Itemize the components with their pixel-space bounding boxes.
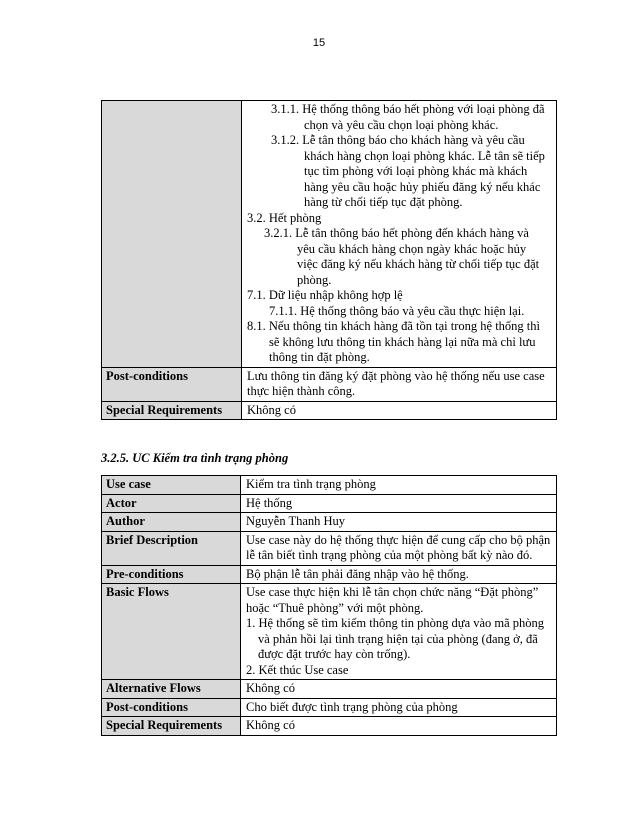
flow-line: 3.2.1. Lễ tân thông báo hết phòng đến khách hàng và xyxy=(264,226,529,240)
flow-line: 3.1.1. Hệ thống thông báo hết phòng với loại phòng đã xyxy=(271,102,545,116)
special-requirements-label: Special Requirements xyxy=(102,717,241,736)
flow-line: 7.1.1. Hệ thống thông báo và yêu cầu thực hiện lại. xyxy=(269,303,525,318)
post-conditions-value: Cho biết được tình trạng phòng của phòng xyxy=(241,698,557,717)
table-row xyxy=(102,531,557,565)
flow-line: việc đăng ký nếu khách hàng từ chối tiếp tục đặt xyxy=(297,257,540,271)
flow-cell xyxy=(242,101,557,368)
table-row xyxy=(102,584,557,680)
pre-conditions-value: Bộ phận lễ tân phải đăng nhập vào hệ thống. xyxy=(241,565,557,584)
flow-line: phòng. xyxy=(297,272,332,287)
section-heading: 3.2.5. UC Kiểm tra tình trạng phòng xyxy=(101,451,289,465)
alternative-flows-value: Không có xyxy=(241,680,557,699)
table-row xyxy=(102,476,557,495)
basic-flows-step-2: 2. Kết thúc Use case xyxy=(246,662,349,677)
basic-flows-label: Basic Flows xyxy=(102,584,241,680)
table-row xyxy=(102,698,557,717)
pre-conditions-label: Pre-conditions xyxy=(102,565,241,584)
alternative-flows-label: Alternative Flows xyxy=(102,680,241,699)
table-row xyxy=(102,367,557,401)
table-row xyxy=(102,494,557,513)
label-cell-empty xyxy=(102,101,242,368)
use-case-table xyxy=(101,475,557,736)
flow-line: 8.1. Nếu thông tin khách hàng đã tồn tại trong hệ thống thì xyxy=(247,319,541,333)
flow-line: 7.1. Dữ liệu nhập không hợp lệ xyxy=(247,288,403,302)
flow-line: 3.2. Hết phòng xyxy=(247,210,322,225)
actor-label: Actor xyxy=(102,494,241,513)
brief-description-value: Use case này do hệ thống thực hiện để cung cấp cho bộ phận lễ tân biết tình trạng phòng của một phòng bất kỳ nào đó. xyxy=(241,531,557,565)
flow-line: khách hàng chọn loại phòng khác. Lễ tân sẽ tiếp xyxy=(304,148,545,163)
flow-line: sẽ không lưu thông tin khách hàng lại nữa mà chỉ lưu xyxy=(269,334,536,349)
use-case-label: Use case xyxy=(102,476,241,495)
table-row xyxy=(102,401,557,420)
flow-line: chọn và yêu cầu chọn loại phòng khác. xyxy=(304,117,499,132)
flow-line: tục tìm phòng với loại phòng khác mà khách xyxy=(304,164,528,178)
basic-flows-value xyxy=(241,584,557,680)
page-number: 15 xyxy=(312,37,326,49)
post-conditions-value: Lưu thông tin đăng ký đặt phòng vào hệ thống nếu use case thực hiện thành công. xyxy=(242,367,557,401)
table-row xyxy=(102,717,557,736)
flow-line: hàng từ chối tiếp tục đặt phòng. xyxy=(304,195,463,209)
table-row xyxy=(102,680,557,699)
special-requirements-label: Special Requirements xyxy=(102,401,242,420)
actor-value: Hệ thống xyxy=(241,494,557,513)
flow-line: hàng yêu cầu hoặc hủy phiếu đăng ký nếu khác xyxy=(304,179,541,194)
table-row xyxy=(102,513,557,532)
author-label: Author xyxy=(102,513,241,532)
flow-line: yêu cầu khách hàng chọn ngày khác hoặc hủy xyxy=(297,241,527,256)
basic-flows-intro: Use case thực hiện khi lễ tân chọn chức năng “Đặt phòng” hoặc “Thuê phòng” với một phòng. xyxy=(246,585,539,615)
special-requirements-value: Không có xyxy=(241,717,557,736)
special-requirements-value: Không có xyxy=(242,401,557,420)
use-case-table-continued xyxy=(101,100,557,420)
author-value: Nguyễn Thanh Huy xyxy=(241,513,557,532)
flow-line: thông tin đặt phòng. xyxy=(269,350,370,364)
use-case-value: Kiểm tra tình trạng phòng xyxy=(241,476,557,495)
brief-description-label: Brief Description xyxy=(102,531,241,565)
table-row xyxy=(102,101,557,368)
post-conditions-label: Post-conditions xyxy=(102,367,242,401)
table-row xyxy=(102,565,557,584)
flow-line: 3.1.2. Lễ tân thông báo cho khách hàng và yêu cầu xyxy=(271,133,525,147)
post-conditions-label: Post-conditions xyxy=(102,698,241,717)
basic-flows-step-1: 1. Hệ thống sẽ tìm kiếm thông tin phòng dựa vào mã phòng và phản hồi lại tình trạng hiện tại của phòng (đang ở, đã được đặt trước hay còn trống). xyxy=(246,616,545,661)
